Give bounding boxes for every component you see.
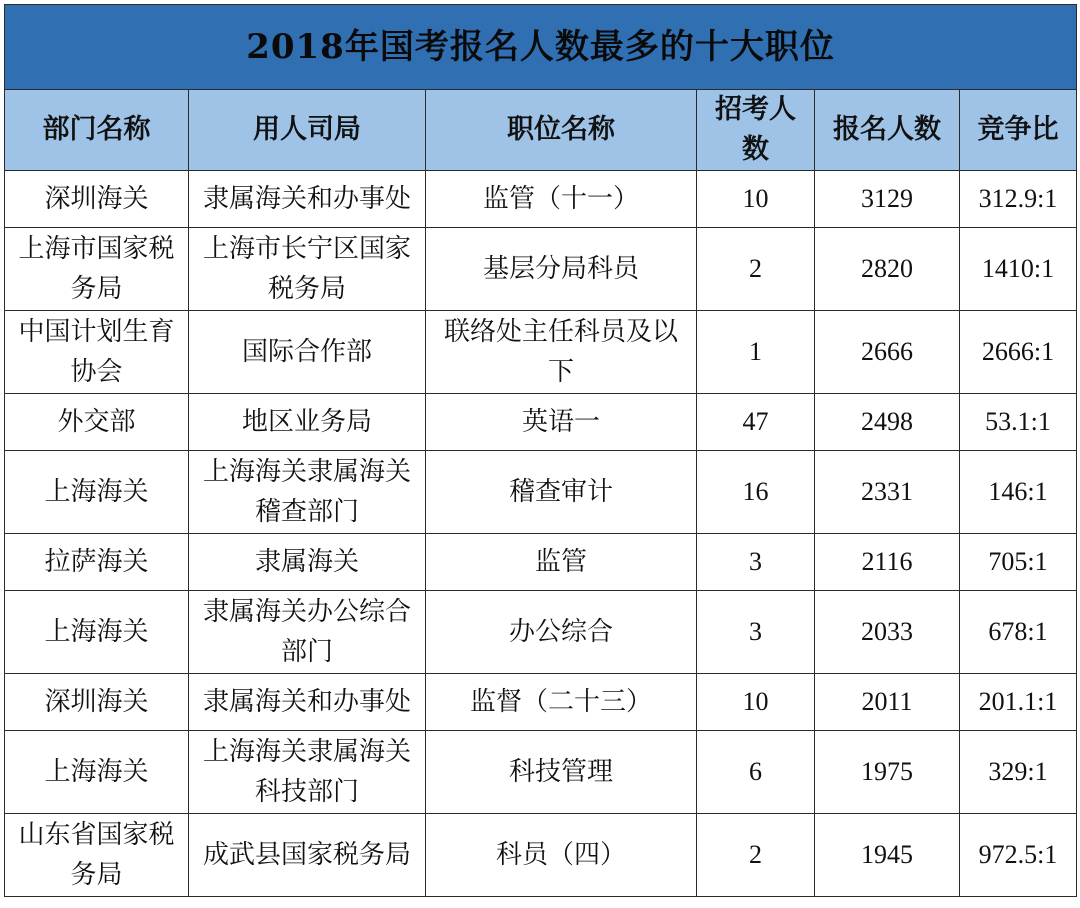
cell-competition-ratio: 705:1 [960, 534, 1077, 591]
cell-hiring-bureau: 地区业务局 [189, 394, 426, 451]
cell-position-name: 英语一 [426, 394, 697, 451]
cell-openings: 10 [697, 674, 815, 731]
table-row [5, 394, 1077, 451]
cell-department: 深圳海关 [5, 674, 189, 731]
header-hiring-bureau: 用人司局 [189, 90, 426, 171]
table-row [5, 311, 1077, 394]
cell-openings: 6 [697, 731, 815, 814]
table-title: 2018年国考报名人数最多的十大职位 [5, 5, 1077, 90]
cell-competition-ratio: 146:1 [960, 451, 1077, 534]
cell-competition-ratio: 53.1:1 [960, 394, 1077, 451]
cell-competition-ratio: 312.9:1 [960, 171, 1077, 228]
table-row [5, 171, 1077, 228]
cell-hiring-bureau: 隶属海关 [189, 534, 426, 591]
cell-openings: 3 [697, 591, 815, 674]
cell-applicants: 2498 [815, 394, 960, 451]
cell-applicants: 2820 [815, 228, 960, 311]
cell-applicants: 2116 [815, 534, 960, 591]
cell-applicants: 2666 [815, 311, 960, 394]
cell-department: 上海市国家税务局 [5, 228, 189, 311]
cell-hiring-bureau: 上海海关隶属海关科技部门 [189, 731, 426, 814]
cell-openings: 10 [697, 171, 815, 228]
table-row [5, 814, 1077, 897]
cell-openings: 3 [697, 534, 815, 591]
cell-applicants: 2011 [815, 674, 960, 731]
cell-position-name: 监管（十一） [426, 171, 697, 228]
cell-department: 中国计划生育协会 [5, 311, 189, 394]
cell-competition-ratio: 2666:1 [960, 311, 1077, 394]
cell-position-name: 基层分局科员 [426, 228, 697, 311]
cell-position-name: 监督（二十三） [426, 674, 697, 731]
cell-department: 深圳海关 [5, 171, 189, 228]
table-frame [4, 4, 1076, 904]
table-row [5, 674, 1077, 731]
cell-department: 拉萨海关 [5, 534, 189, 591]
cell-competition-ratio: 1410:1 [960, 228, 1077, 311]
cell-hiring-bureau: 上海市长宁区国家税务局 [189, 228, 426, 311]
cell-department: 上海海关 [5, 731, 189, 814]
table-row [5, 451, 1077, 534]
cell-competition-ratio: 972.5:1 [960, 814, 1077, 897]
table-row [5, 591, 1077, 674]
cell-openings: 2 [697, 814, 815, 897]
cell-position-name: 科员（四） [426, 814, 697, 897]
cell-applicants: 1975 [815, 731, 960, 814]
cell-openings: 16 [697, 451, 815, 534]
cell-hiring-bureau: 国际合作部 [189, 311, 426, 394]
header-openings: 招考人数 [697, 90, 815, 171]
cell-openings: 1 [697, 311, 815, 394]
cell-department: 山东省国家税务局 [5, 814, 189, 897]
cell-applicants: 3129 [815, 171, 960, 228]
cell-department: 上海海关 [5, 591, 189, 674]
cell-hiring-bureau: 成武县国家税务局 [189, 814, 426, 897]
cell-openings: 47 [697, 394, 815, 451]
cell-department: 上海海关 [5, 451, 189, 534]
table-row [5, 731, 1077, 814]
cell-hiring-bureau: 上海海关隶属海关稽查部门 [189, 451, 426, 534]
cell-applicants: 2331 [815, 451, 960, 534]
cell-position-name: 联络处主任科员及以下 [426, 311, 697, 394]
cell-hiring-bureau: 隶属海关办公综合部门 [189, 591, 426, 674]
cell-applicants: 1945 [815, 814, 960, 897]
cell-position-name: 监管 [426, 534, 697, 591]
job-ranking-table [4, 4, 1077, 897]
cell-hiring-bureau: 隶属海关和办事处 [189, 674, 426, 731]
cell-hiring-bureau: 隶属海关和办事处 [189, 171, 426, 228]
header-applicants: 报名人数 [815, 90, 960, 171]
header-row [5, 90, 1077, 171]
header-position-name: 职位名称 [426, 90, 697, 171]
header-department: 部门名称 [5, 90, 189, 171]
cell-competition-ratio: 678:1 [960, 591, 1077, 674]
header-competition-ratio: 竞争比 [960, 90, 1077, 171]
cell-department: 外交部 [5, 394, 189, 451]
cell-competition-ratio: 201.1:1 [960, 674, 1077, 731]
cell-applicants: 2033 [815, 591, 960, 674]
cell-position-name: 科技管理 [426, 731, 697, 814]
cell-position-name: 稽查审计 [426, 451, 697, 534]
cell-competition-ratio: 329:1 [960, 731, 1077, 814]
cell-position-name: 办公综合 [426, 591, 697, 674]
cell-openings: 2 [697, 228, 815, 311]
table-row [5, 228, 1077, 311]
table-row [5, 534, 1077, 591]
